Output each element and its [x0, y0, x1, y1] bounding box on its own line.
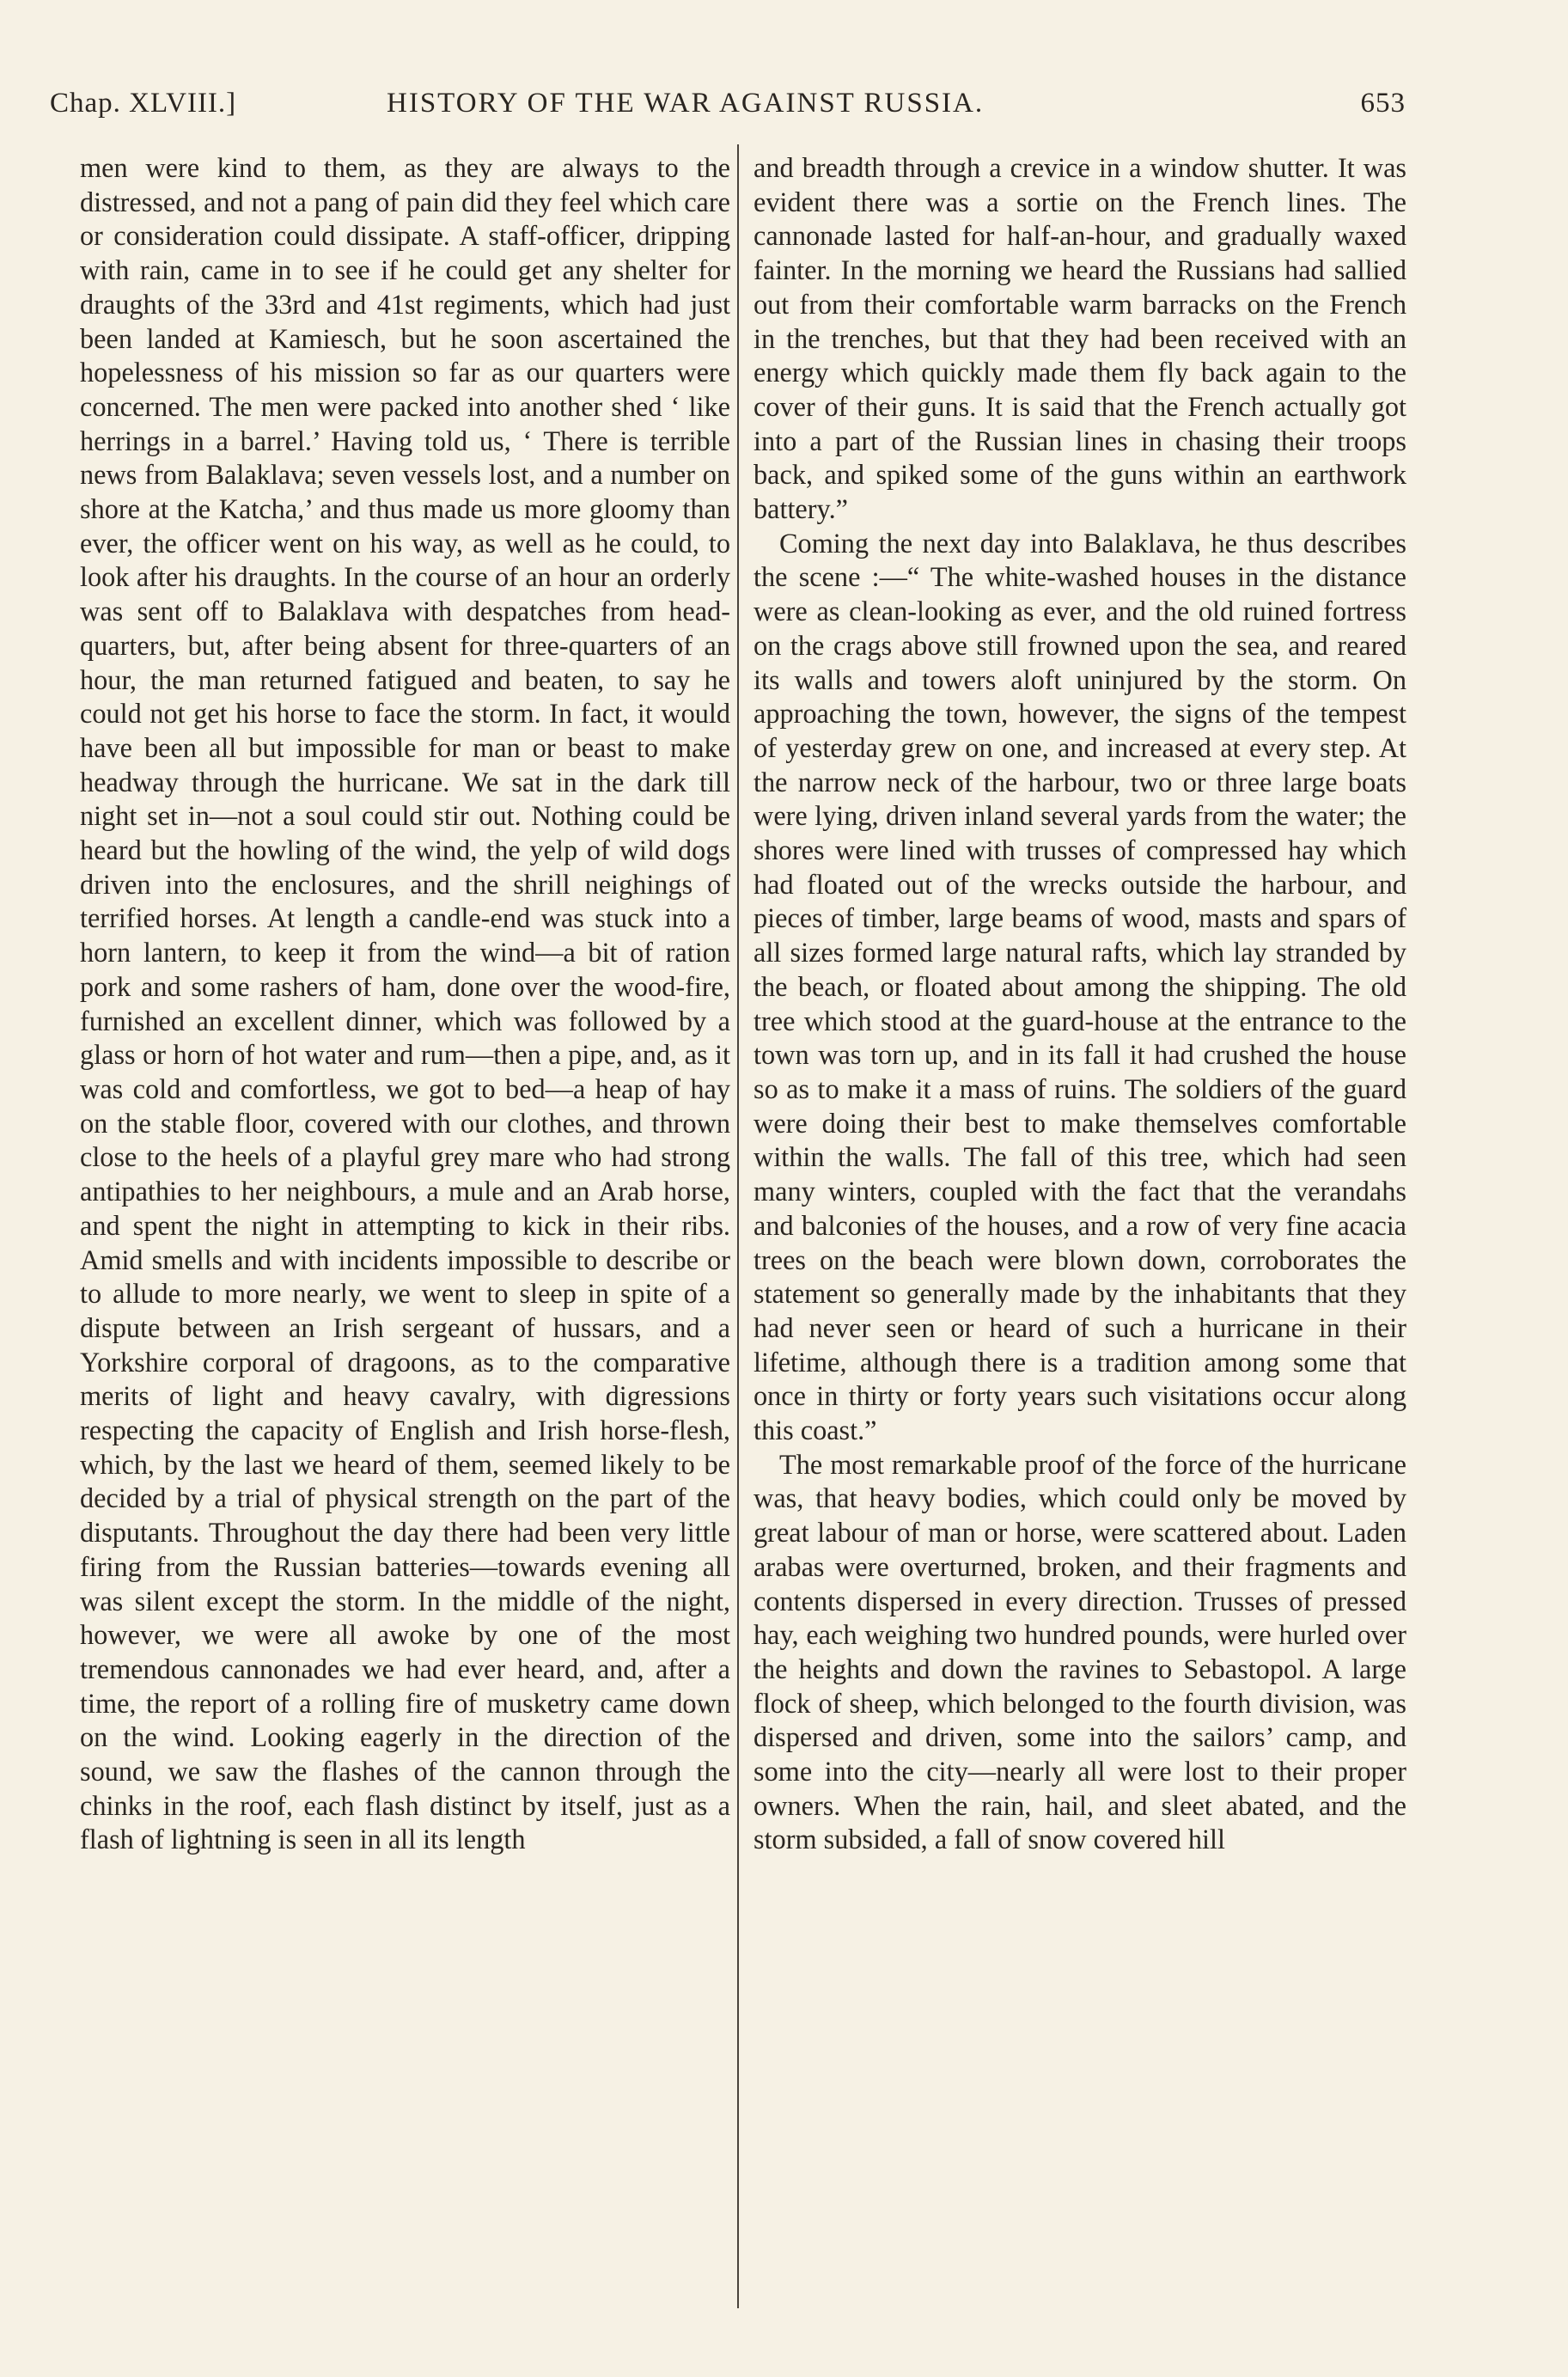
page-number: 653 [1360, 88, 1406, 119]
right-column [753, 151, 1406, 1857]
right-paragraph-2: Coming the next day into Balaklava, he thus describes the scene :—“ The white-washed houses in the distance were as clean-looking as ever, and the old ruined fortress on the crags above still frowned upon the sea, and reared its walls and towers aloft uninjured by the storm. On approaching the town, however, the signs of the tempest of yesterday grew on one, and increased at every step. At the narrow neck of the harbour, two or three large boats were lying, driven inland several yards from the water; the shores were lined with trusses of compressed hay which had floated out of the wrecks outside the harbour, and pieces of timber, large beams of wood, masts and spars of all sizes formed large natural rafts, which lay stranded by the beach, or floated about among the shipping. The old tree which stood at the guard-house at the entrance to the town was torn up, and in its fall it had crushed the house so as to make it a mass of ruins. The soldiers of the guard were doing their best to make themselves comfortable within the walls. The fall of this tree, which had seen many winters, coupled with the fact that the verandahs and balconies of the houses, and a row of very fine acacia trees on the beach were blown down, corroborates the statement so generally made by the inhabitants that they had never seen or heard of such a hurricane in their lifetime, although there is a tradition among some that once in thirty or forty years such visitations occur along this coast.” [753, 527, 1406, 1446]
column-divider [737, 144, 739, 2308]
running-title: HISTORY OF THE WAR AGAINST RUSSIA. [387, 88, 985, 119]
left-paragraph-1: men were kind to them, as they are always to the distressed, and not a pang of pain did they feel which care or consideration could dissipate. A staff-officer, dripping with rain, came in to see if he could get any shelter for draughts of the 33rd and 41st regiments, which had just been landed at Kamiesch, but he soon ascertained the hopelessness of his mission so far as our quarters were concerned. The men were packed into another shed ‘ like herrings in a barrel.’ Having told us, ‘ There is terrible news from Balaklava; seven vessels lost, and a number on shore at the Katcha,’ and thus made us more gloomy than ever, the officer went on his way, as well as he could, to look after his draughts. In the course of an hour an orderly was sent off to Balaklava with despatches from head-quarters, but, after being absent for three-quarters of an hour, the man returned fatigued and beaten, to say he could not get his horse to face the storm. In fact, it would have been all but impossible for man or beast to make headway through the hurricane. We sat in the dark till night set in—not a soul could stir out. Nothing could be heard but the howling of the wind, the yelp of wild dogs driven into the enclosures, and the shrill neighings of terrified horses. At length a candle-end was stuck into a horn lantern, to keep it from the wind—a bit of ration pork and some rashers of ham, done over the wood-fire, furnished an excellent dinner, which was followed by a glass or horn of hot water and rum—then a pipe, and, as it was cold and comfortless, we got to bed—a heap of hay on the stable floor, covered with our clothes, and thrown close to the heels of a playful grey mare who had strong antipathies to her neighbours, a mule and an Arab horse, and spent the night in attempting to kick in their ribs. Amid smells and with incidents impossible to describe or to allude to more nearly, we went to sleep in spite of a dispute between an Irish sergeant of hussars, and a Yorkshire corporal of dragoons, as to the comparative merits of light and heavy cavalry, with digressions respecting the capacity of English and Irish horse-flesh, which, by the last we heard of them, seemed likely to be decided by a trial of physical strength on the part of the disputants. Throughout the day there had been very little firing from the Russian batteries—towards evening all was silent except the storm. In the middle of the night, however, we were all awoke by one of the most tremendous cannonades we had ever heard, and, after a time, the report of a rolling fire of musketry came down on the wind. Looking eagerly in the direction of the sound, we saw the flashes of the cannon through the chinks in the roof, each flash distinct by itself, just as a flash of lightning is seen in all its length [80, 152, 730, 1855]
chapter-label: Chap. XLVIII.] [50, 88, 237, 119]
right-paragraph-1: and breadth through a crevice in a window shutter. It was evident there was a sortie on the French lines. The cannonade lasted for half-an-hour, and gradually waxed fainter. In the morning we heard the Russians had sallied out from their comfortable warm barracks on the French in the trenches, but that they had been received with an energy which quickly made them fly back again to the cover of their guns. It is said that the French actually got into a part of the Russian lines in chasing their troops back, and spiked some of the guns within an earthwork battery.” [753, 152, 1406, 525]
running-header [50, 88, 1406, 132]
right-paragraph-3: The most remarkable proof of the force of the hurricane was, that heavy bodies, which could only be moved by great labour of man or horse, were scattered about. Laden arabas were overturned, broken, and their fragments and contents dispersed in every direction. Trusses of pressed hay, each weighing two hundred pounds, were hurled over the heights and down the ravines to Sebastopol. A large flock of sheep, which belonged to the fourth division, was dispersed and driven, some into the sailors’ camp, and some into the city—nearly all were lost to their proper owners. When the rain, hail, and sleet abated, and the storm subsided, a fall of snow covered hill [753, 1448, 1406, 1855]
left-column [80, 151, 730, 1857]
